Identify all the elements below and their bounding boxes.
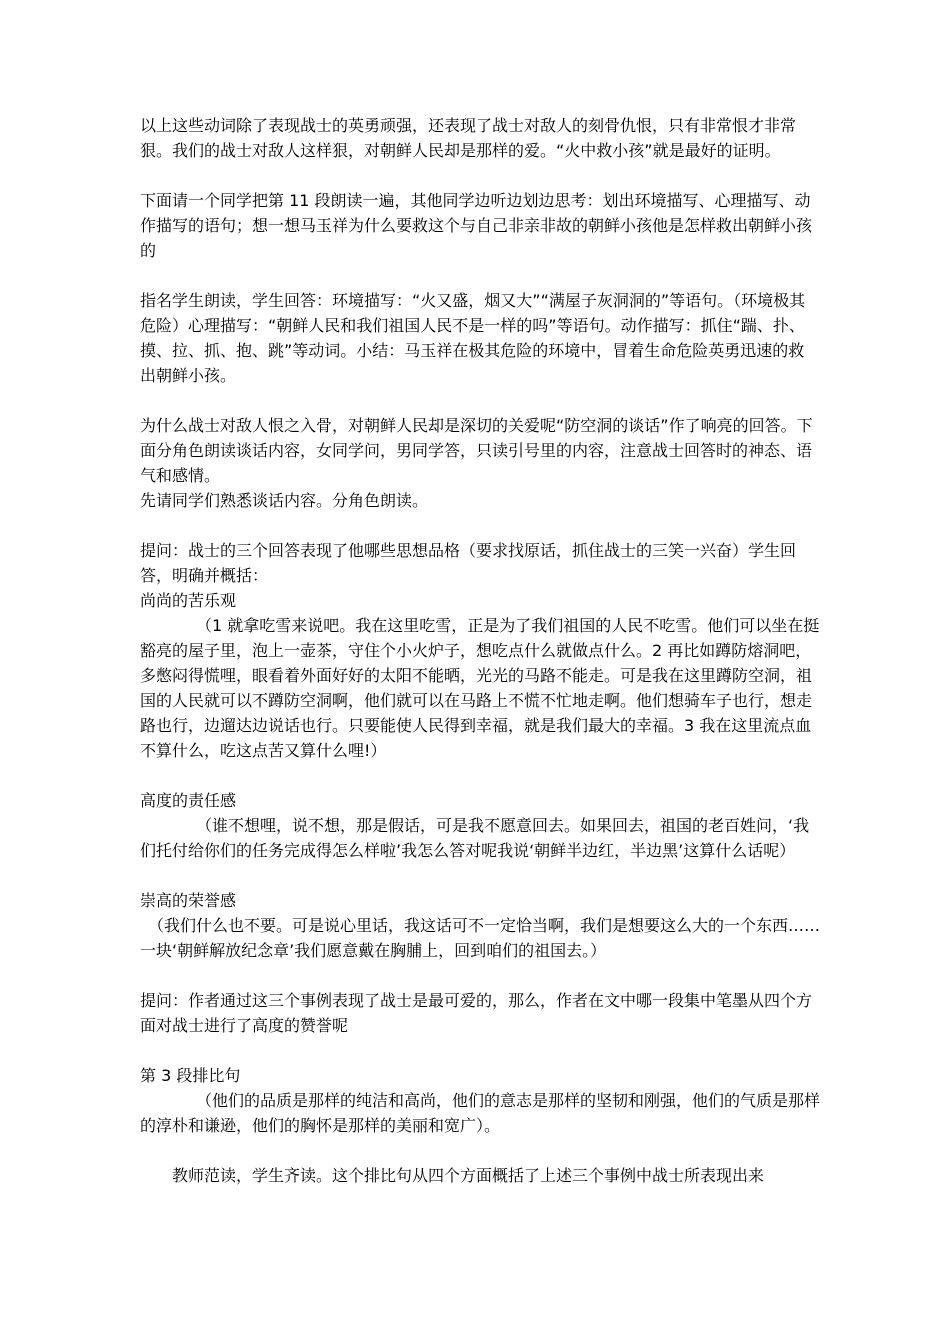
paragraph-teacher-reading: 教师范读，学生齐读。这个排比句从四个方面概括了上述三个事例中战士所表现出来: [172, 1166, 765, 1185]
quote-responsibility: （谁不想哩，说不想，那是假话，可是我不愿意回去。如果回去，祖国的老百姓问，‘我们托付给你们的任务完成得怎么样啦’我怎么答对呢我说‘朝鲜半边红，半边黑’这算什么话呢）: [140, 816, 810, 860]
heading-responsibility: 高度的责任感: [140, 791, 237, 810]
quote-bitter-joy: （1 就拿吃雪来说吧。我在这里吃雪，正是为了我们祖国的人民不吃雪。他们可以坐在挺豁亮的屋子里，泡上一壶茶，守住个小火炉子，想吃点什么就做点什么。2 再比如蹲防熔洞吧，多憋闷得慌哩，眼看着外面好好的太阳不能晒，光光的马路不能走。可是我在这里蹲防空洞，祖国的人民就可以不蹲防空洞啊，他们就可以在马路上不慌不忙地走啊。他们想骑车子也行，想走路也行，边遛达边说话也行。只要能使人民得到幸福，就是我们最大的幸福。3 我在这里流点血不算什么，吃这点苦又算什么哩!）: [140, 616, 820, 760]
dialogue-intro-instruction: 先请同学们熟悉谈话内容。分角色朗读。: [140, 491, 429, 510]
section-parallelism: [140, 1063, 820, 1138]
dialogue-intro-text: 为什么战士对敌人恨之入骨，对朝鲜人民却是深切的关爱呢“防空洞的谈话”作了响亮的回答。下面分角色朗读谈话内容，女同学问，男同学答，只读引号里的内容，注意战士回答时的神态、语气和感情。: [140, 416, 813, 485]
section-responsibility: [140, 788, 820, 863]
section-bitter-joy: [140, 538, 820, 763]
document-page: [140, 113, 820, 1188]
quote-honor: （我们什么也不要。可是说心里话，我这话可不一定恰当啊，我们是想要这么大的一个东西……一块‘朝鲜解放纪念章’我们愿意戴在胸脯上，回到咱们的祖国去。）: [140, 916, 821, 960]
paragraph-verbs-summary: 以上这些动词除了表现战士的英勇顽强，还表现了战士对敌人的刻骨仇恨，只有非常恨才非常狠。我们的战士对敌人这样狠，对朝鲜人民却是那样的爱。“火中救小孩”就是最好的证明。: [140, 116, 797, 160]
heading-parallelism: 第 3 段排比句: [140, 1066, 241, 1085]
paragraph-dialogue-intro: [140, 413, 820, 513]
heading-honor: 崇高的荣誉感: [140, 891, 237, 910]
paragraph-question-praise: 提问：作者通过这三个事例表现了战士是最可爱的，那么，作者在文中哪一段集中笔墨从四个方面对战士进行了高度的赞誉呢: [140, 991, 813, 1035]
paragraph-student-answer: 指名学生朗读，学生回答：环境描写：“火又盛，烟又大”“满屋子灰洞洞的”等语句。（环境极其危险）心理描写：“朝鲜人民和我们祖国人民不是一样的吗”等语句。动作描写：抓住“踹、扑、摸、拉、抓、抱、跳”等动词。小结：马玉祥在极其危险的环境中，冒着生命危险英勇迅速的救出朝鲜小孩。: [140, 291, 806, 385]
paragraph-reading-task: 下面请一个同学把第 11 段朗读一遍，其他同学边听边划边思考：划出环境描写、心理描写、动作描写的语句；想一想马玉祥为什么要救这个与自己非亲非故的朝鲜小孩他是怎样救出朝鲜小孩的: [140, 191, 813, 260]
question-three-answers: 提问：战士的三个回答表现了他哪些思想品格（要求找原话，抓住战士的三笑一兴奋）学生回答，明确并概括：: [140, 541, 797, 585]
quote-parallelism: （他们的品质是那样的纯洁和高尚，他们的意志是那样的坚韧和刚强，他们的气质是那样的淳朴和谦逊，他们的胸怀是那样的美丽和宽广）。: [140, 1091, 821, 1135]
heading-bitter-joy: 尚尚的苦乐观: [140, 591, 237, 610]
section-honor: [140, 888, 820, 963]
